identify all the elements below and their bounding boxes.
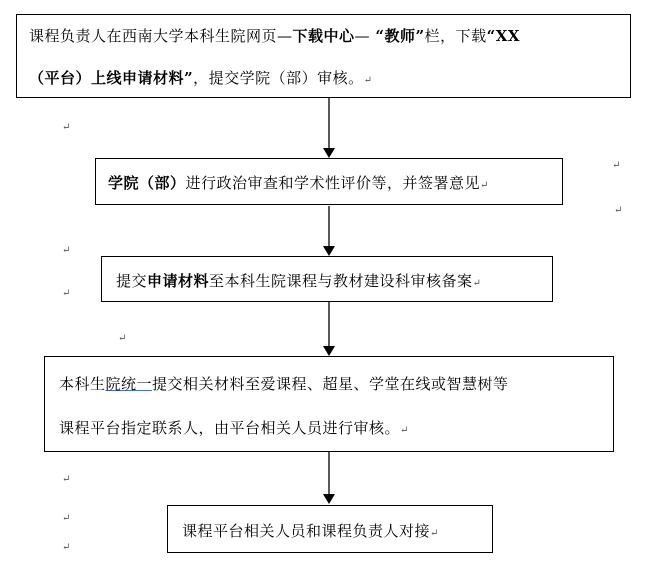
step-1-text: 课程负责人在西南大学本科生院网页— [29, 27, 293, 45]
step-5-box [167, 505, 493, 553]
step-2-text: 进行政治审查和学术性评价等，并签署意见 [185, 174, 481, 192]
step-1-bold-xx: “XX [486, 27, 520, 45]
paragraph-mark: ↵ [62, 513, 71, 524]
arrowhead-4-to-5 [323, 494, 335, 504]
step-1-bold-teacher: “教师” [375, 27, 425, 45]
step-1-bold-application: （平台）上线申请材料” [29, 69, 194, 87]
paragraph-mark: ↵ [62, 245, 71, 256]
step-1-text: — [354, 27, 376, 45]
step-3-text: 至本科生院课程与教材建设科审核备案 [209, 272, 473, 290]
arrowhead-3-to-4 [323, 346, 335, 356]
paragraph-mark: ↵ [400, 425, 409, 436]
step-1-line-1 [29, 25, 520, 46]
step-3-text: 提交 [116, 272, 148, 290]
step-4-box [44, 356, 614, 452]
paragraph-mark: ↵ [62, 122, 71, 133]
paragraph-mark: ↵ [62, 288, 71, 299]
step-1-bold-download-center: 下载中心 [292, 27, 355, 45]
paragraph-mark: ↵ [472, 278, 482, 289]
step-1-line-2 [29, 67, 373, 88]
step-4-text: 本科生 [59, 375, 106, 393]
step-4-underlined-text: 院统一 [105, 375, 153, 393]
step-2-box [95, 158, 563, 205]
paragraph-mark: ↵ [612, 160, 621, 171]
step-1-text: 栏，下载 [424, 27, 487, 45]
arrowhead-1-to-2 [323, 148, 335, 158]
step-3-box [101, 256, 553, 302]
paragraph-mark: ↵ [480, 180, 489, 191]
paragraph-mark: ↵ [363, 75, 373, 86]
step-3-line-1 [116, 270, 481, 291]
step-4-line-1 [59, 373, 509, 394]
step-3-bold-application: 申请材料 [147, 272, 210, 290]
step-5-text: 课程平台相关人员和课程负责人对接 [182, 522, 431, 540]
paragraph-mark: ↵ [62, 542, 71, 553]
step-4-line-2 [59, 417, 409, 438]
arrowhead-2-to-3 [323, 246, 335, 256]
paragraph-mark: ↵ [118, 333, 127, 344]
step-4-text: 课程平台指定联系人，由平台相关人员进行审核。 [59, 419, 401, 437]
paragraph-mark: ↵ [62, 474, 71, 485]
step-5-line-1 [182, 520, 439, 541]
step-1-text: ，提交学院（部）审核。 [193, 69, 364, 87]
step-2-bold-college: 学院（部） [108, 174, 186, 192]
paragraph-mark: ↵ [430, 528, 439, 539]
paragraph-mark: ↵ [614, 205, 623, 216]
step-4-text: 提交相关材料至爱课程、超星、学堂在线或智慧树等 [152, 375, 509, 393]
step-2-line-1 [108, 172, 489, 193]
step-1-box [16, 14, 631, 98]
